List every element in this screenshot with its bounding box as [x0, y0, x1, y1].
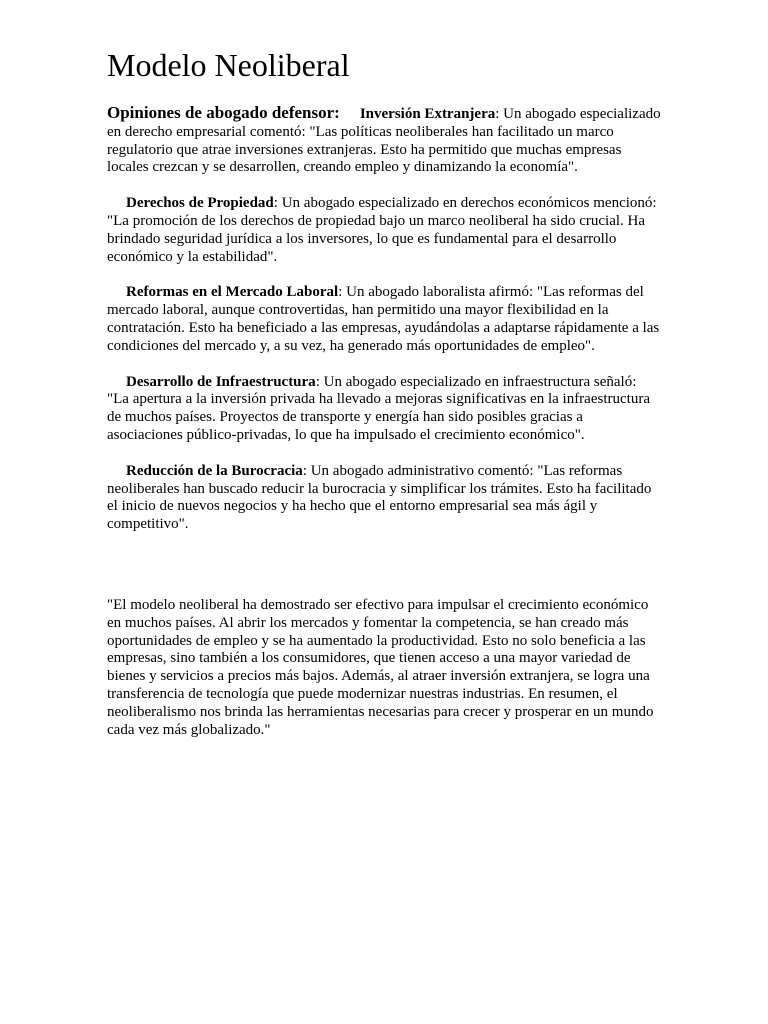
opinion-term: Derechos de Propiedad: [126, 195, 274, 212]
closing-quote: "El modelo neoliberal ha demostrado ser efectivo para impulsar el crecimiento económico en muchos países. Al abrir los mercados y fomentar la competencia, se han creado más oportunidades de empleo y se ha aumentado la productividad. Esto no solo beneficia a las empresas, sino también a los consumidores, que tienen acceso a una mayor variedad de bienes y servicios a precios más bajos. Además, al atraer inversión extranjera, se logra una transferencia de tecnología que puede modernizar nuestras industrias. En resumen, el neoliberalismo nos brinda las herramientas necesarias para crecer y prosperar en un mundo cada vez más globalizado.": [107, 596, 654, 738]
blank-space: [107, 552, 662, 597]
opinion-paragraph-2: [107, 195, 662, 266]
opinion-term: Inversión Extranjera: [359, 106, 496, 122]
opinion-text: : Un abogado administrativo comentó: "Las reformas neoliberales han buscado reducir la burocracia y simplificar los trámites. Esto ha facilitado el inicio de nuevos negocios y ha hecho que el entorno empresarial sea más ágil y competitivo".: [107, 462, 652, 533]
opinion-paragraph-5: [107, 463, 662, 534]
opinion-term: Desarrollo de Infraestructura: [126, 373, 316, 390]
opinion-term: Reformas en el Mercado Laboral: [126, 284, 339, 301]
section-heading: Opiniones de abogado defensor:: [107, 103, 340, 122]
document-title: Modelo Neoliberal: [107, 47, 350, 83]
opinion-text: : Un abogado especializado en derecho empresarial comentó: "Las políticas neoliberales han facilitado un marco regulatorio que atrae inversiones extranjeras. Esto ha permitido que muchas empresas locales crezcan y se desarrollen, creando empleo y dinamizando la economía".: [107, 106, 661, 176]
opinion-paragraph-1: [107, 104, 662, 177]
opinion-paragraph-3: [107, 284, 662, 355]
opinion-text: : Un abogado especializado en derechos económicos mencionó: "La promoción de los derechos de propiedad bajo un marco neoliberal ha sido crucial. Ha brindado seguridad jurídica a los inversores, lo que es fundamental para el desarrollo económico y la estabilidad".: [107, 195, 657, 265]
opinion-paragraph-4: [107, 374, 662, 445]
opinion-text: : Un abogado especializado en infraestructura señaló: "La apertura a la inversión privada ha llevado a mejoras significativas en la infraestructura de muchos países. Proyectos de transporte y energía han sido posibles gracias a asociaciones público-privadas, lo que ha impulsado el crecimiento económico".: [107, 373, 650, 443]
opinion-term: Reducción de la Burocracia: [126, 462, 303, 479]
opinion-text: : Un abogado laboralista afirmó: "Las reformas del mercado laboral, aunque controvertidas, han permitido una mayor flexibilidad en la contratación. Esto ha beneficiado a las empresas, ayudándolas a adaptarse rápidamente a las condiciones del mercado y, a su vez, ha generado más oportunidades de empleo".: [107, 284, 660, 354]
